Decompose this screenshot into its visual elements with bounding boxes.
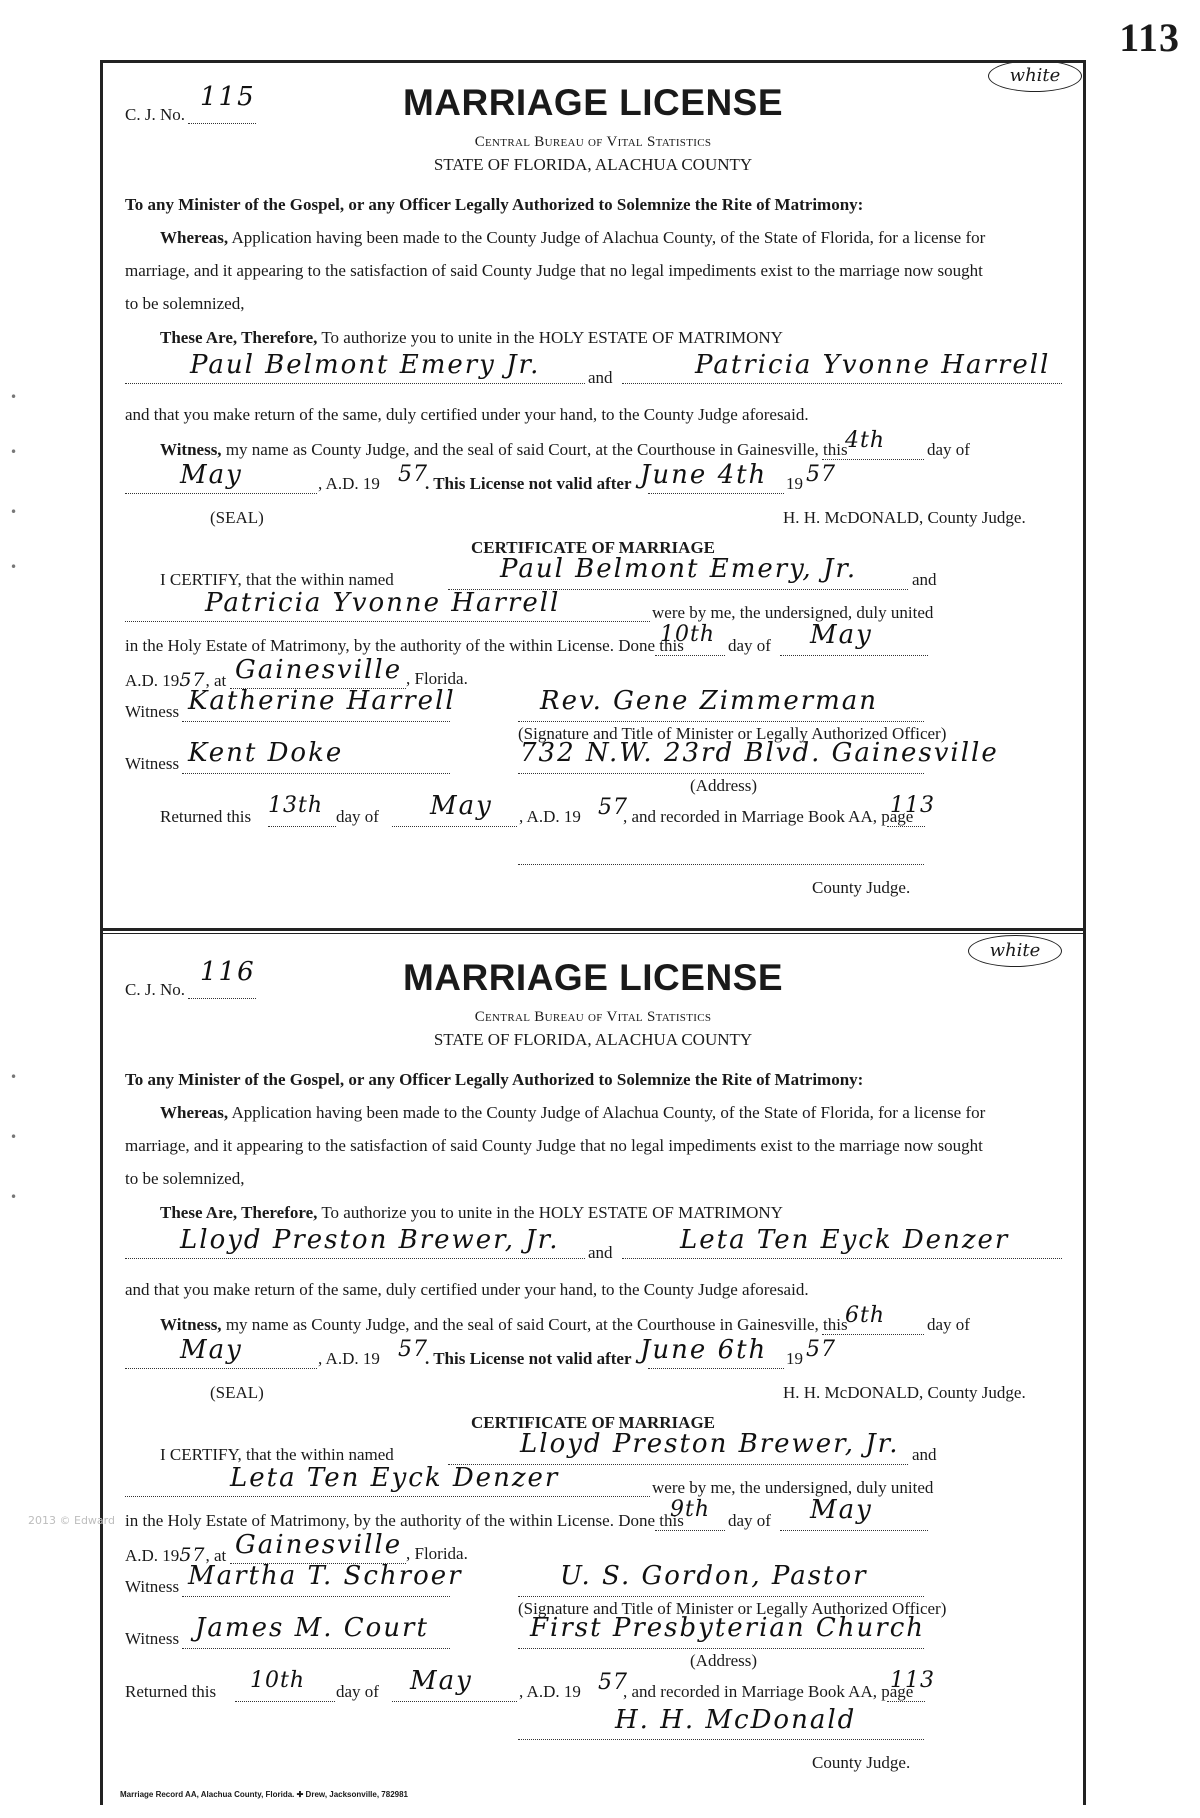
- day-of-label: day of: [927, 1315, 970, 1334]
- ad-at-line: A.D. 1957, at: [125, 1544, 227, 1566]
- returned-day: 13th: [268, 793, 324, 818]
- marriage-place: Gainesville: [235, 1530, 403, 1560]
- done-month: May: [810, 1495, 873, 1525]
- whereas-line-1: Whereas, Application having been made to the County Judge of Alachua County, of the State of Florida, for a license for: [160, 228, 986, 247]
- returned-ad-label: , A.D. 19: [519, 1682, 581, 1701]
- holy-estate-line: in the Holy Estate of Matrimony, by the authority of the within License. Done this: [125, 1511, 684, 1530]
- witness-day: 6th: [845, 1303, 886, 1328]
- bride-name: Patricia Yvonne Harrell: [695, 350, 1051, 380]
- witness2-label: Witness: [125, 1629, 180, 1648]
- recorded-label: , and recorded in Marriage Book AA, page: [623, 807, 914, 826]
- cj-label: C. J. No.: [125, 980, 185, 999]
- certify-label: I CERTIFY, that the within named: [160, 1445, 394, 1464]
- binding-mark: •: [10, 560, 18, 574]
- cj-number: 115: [200, 82, 256, 112]
- binding-mark: •: [10, 390, 18, 404]
- cert-and-label: and: [912, 1445, 937, 1464]
- returned-day-of-label: day of: [336, 807, 379, 826]
- returned-month: May: [410, 1666, 473, 1696]
- marriage-place: Gainesville: [235, 655, 403, 685]
- seal-label: (SEAL): [210, 1383, 264, 1402]
- binding-mark: •: [10, 505, 18, 519]
- copy-mark: white: [968, 935, 1062, 967]
- done-month: May: [810, 620, 873, 650]
- were-by-me-label: were by me, the undersigned, duly united: [652, 1478, 934, 1497]
- binding-mark: •: [10, 1070, 18, 1084]
- done-day: 9th: [670, 1497, 711, 1522]
- witness-day: 4th: [845, 428, 886, 453]
- sig-title-caption: (Signature and Title of Minister or Legally Authorized Officer): [518, 1599, 947, 1618]
- florida-label: , Florida.: [406, 669, 468, 688]
- address-caption: (Address): [690, 776, 758, 795]
- issuing-judge: H. H. McDONALD, County Judge.: [783, 508, 1026, 527]
- sig-title-caption: (Signature and Title of Minister or Legally Authorized Officer): [518, 724, 947, 743]
- witness-month: May: [180, 1335, 243, 1365]
- witness2-label: Witness: [125, 754, 180, 773]
- groom-name: Lloyd Preston Brewer, Jr.: [180, 1225, 560, 1255]
- witness-month: May: [180, 460, 243, 490]
- return-line: and that you make return of the same, duly certified under your hand, to the County Judge aforesaid.: [125, 1280, 809, 1299]
- state-line: STATE OF FLORIDA, ALACHUA COUNTY: [433, 155, 753, 174]
- clerk-judge-signature: H. H. McDonald: [615, 1705, 857, 1735]
- were-by-me-label: were by me, the undersigned, duly united: [652, 603, 934, 622]
- issuing-judge: H. H. McDONALD, County Judge.: [783, 1383, 1026, 1402]
- seal-label: (SEAL): [210, 508, 264, 527]
- license-year: 57: [398, 1337, 428, 1362]
- state-line: STATE OF FLORIDA, ALACHUA COUNTY: [433, 1030, 753, 1049]
- whereas-line-2: marriage, and it appearing to the satisfaction of said County Judge that no legal impediments exist to the marriage now sought: [125, 1136, 983, 1155]
- these-are-line: These Are, Therefore, To authorize you to unite in the HOLY ESTATE OF MATRIMONY: [160, 1203, 783, 1222]
- marriage-license-2: [100, 935, 1086, 1805]
- whereas-line-3: to be solemnized,: [125, 294, 245, 313]
- binding-mark: •: [10, 1130, 18, 1144]
- binding-mark: •: [10, 1190, 18, 1204]
- officiant-address: 732 N.W. 23rd Blvd. Gainesville: [520, 738, 999, 768]
- valid-until: June 6th: [640, 1335, 768, 1365]
- valid-year: 57: [806, 1337, 836, 1362]
- whereas-line-3: to be solemnized,: [125, 1169, 245, 1188]
- county-judge-label: County Judge.: [812, 878, 911, 897]
- ad-at-line: A.D. 1957, at: [125, 669, 227, 691]
- license-title: MARRIAGE LICENSE: [402, 82, 784, 123]
- groom-name: Paul Belmont Emery Jr.: [190, 350, 541, 380]
- returned-label: Returned this: [160, 807, 252, 826]
- returned-year: 57: [598, 795, 628, 820]
- bureau-line: Central Bureau of Vital Statistics: [474, 134, 712, 150]
- license-title: MARRIAGE LICENSE: [402, 957, 784, 998]
- witness2-signature: Kent Doke: [188, 738, 344, 768]
- recorded-label: , and recorded in Marriage Book AA, page: [623, 1682, 914, 1701]
- witness1-signature: Martha T. Schroer: [188, 1561, 463, 1591]
- bureau-line: Central Bureau of Vital Statistics: [474, 1009, 712, 1025]
- copy-mark: white: [988, 60, 1082, 92]
- return-line: and that you make return of the same, duly certified under your hand, to the County Judge aforesaid.: [125, 405, 809, 424]
- bride-name: Leta Ten Eyck Denzer: [680, 1225, 1010, 1255]
- returned-month: May: [430, 791, 493, 821]
- officiant-signature: Rev. Gene Zimmerman: [540, 686, 879, 716]
- not-valid-label: . This License not valid after: [425, 1349, 632, 1368]
- cert-and-label: and: [912, 570, 937, 589]
- valid-19-label: 19: [786, 474, 803, 493]
- witness1-label: Witness: [125, 702, 180, 721]
- copyright-watermark: 2013 © Edward: [28, 1514, 115, 1527]
- whereas-line-2: marriage, and it appearing to the satisfaction of said County Judge that no legal impediments exist to the marriage now sought: [125, 261, 983, 280]
- cert-groom: Lloyd Preston Brewer, Jr.: [520, 1429, 900, 1459]
- and-label: and: [588, 1243, 613, 1262]
- witness1-signature: Katherine Harrell: [188, 686, 456, 716]
- witness1-label: Witness: [125, 1577, 180, 1596]
- these-are-line: These Are, Therefore, To authorize you to unite in the HOLY ESTATE OF MATRIMONY: [160, 328, 783, 347]
- and-label: and: [588, 368, 613, 387]
- binding-mark: •: [10, 445, 18, 459]
- certificate-heading: CERTIFICATE OF MARRIAGE: [470, 538, 716, 557]
- florida-label: , Florida.: [406, 1544, 468, 1563]
- printer-imprint: Marriage Record AA, Alachua County, Florida. ✚ Drew, Jacksonville, 782981: [120, 1790, 408, 1799]
- returned-year: 57: [598, 1670, 628, 1695]
- valid-year: 57: [806, 462, 836, 487]
- officiant-address: First Presbyterian Church: [530, 1613, 926, 1643]
- record-page: 113: [890, 793, 935, 818]
- address-caption: (Address): [690, 1651, 758, 1670]
- witness2-signature: James M. Court: [195, 1613, 429, 1643]
- done-day-of-label: day of: [728, 1511, 771, 1530]
- returned-label: Returned this: [125, 1682, 217, 1701]
- returned-ad-label: , A.D. 19: [519, 807, 581, 826]
- certificate-heading: CERTIFICATE OF MARRIAGE: [470, 1413, 716, 1432]
- not-valid-label: . This License not valid after: [425, 474, 632, 493]
- returned-day-of-label: day of: [336, 1682, 379, 1701]
- cert-bride: Leta Ten Eyck Denzer: [230, 1463, 560, 1493]
- witness-clause: Witness, my name as County Judge, and the seal of said Court, at the Courthouse in Gainesville, this: [160, 440, 848, 459]
- officiant-signature: U. S. Gordon, Pastor: [560, 1561, 868, 1591]
- cj-label: C. J. No.: [125, 105, 185, 124]
- marriage-license-1: [100, 60, 1086, 930]
- whereas-line-1: Whereas, Application having been made to the County Judge of Alachua County, of the State of Florida, for a license for: [160, 1103, 986, 1122]
- page-number: 113: [1119, 15, 1180, 60]
- cj-number: 116: [200, 957, 256, 987]
- returned-day: 10th: [250, 1668, 306, 1693]
- certify-label: I CERTIFY, that the within named: [160, 570, 394, 589]
- cert-groom: Paul Belmont Emery, Jr.: [500, 554, 858, 584]
- done-day: 10th: [660, 622, 716, 647]
- cert-bride: Patricia Yvonne Harrell: [205, 588, 561, 618]
- valid-until: June 4th: [640, 460, 768, 490]
- valid-19-label: 19: [786, 1349, 803, 1368]
- license-year: 57: [398, 462, 428, 487]
- holy-estate-line: in the Holy Estate of Matrimony, by the authority of the within License. Done this: [125, 636, 684, 655]
- record-page: 113: [890, 1668, 935, 1693]
- county-judge-label: County Judge.: [812, 1753, 911, 1772]
- day-of-label: day of: [927, 440, 970, 459]
- witness-clause: Witness, my name as County Judge, and the seal of said Court, at the Courthouse in Gainesville, this: [160, 1315, 848, 1334]
- ad-label: , A.D. 19: [318, 474, 380, 493]
- ad-label: , A.D. 19: [318, 1349, 380, 1368]
- address-line: To any Minister of the Gospel, or any Officer Legally Authorized to Solemnize the Rite of Matrimony:: [125, 195, 864, 214]
- done-day-of-label: day of: [728, 636, 771, 655]
- address-line: To any Minister of the Gospel, or any Officer Legally Authorized to Solemnize the Rite of Matrimony:: [125, 1070, 864, 1089]
